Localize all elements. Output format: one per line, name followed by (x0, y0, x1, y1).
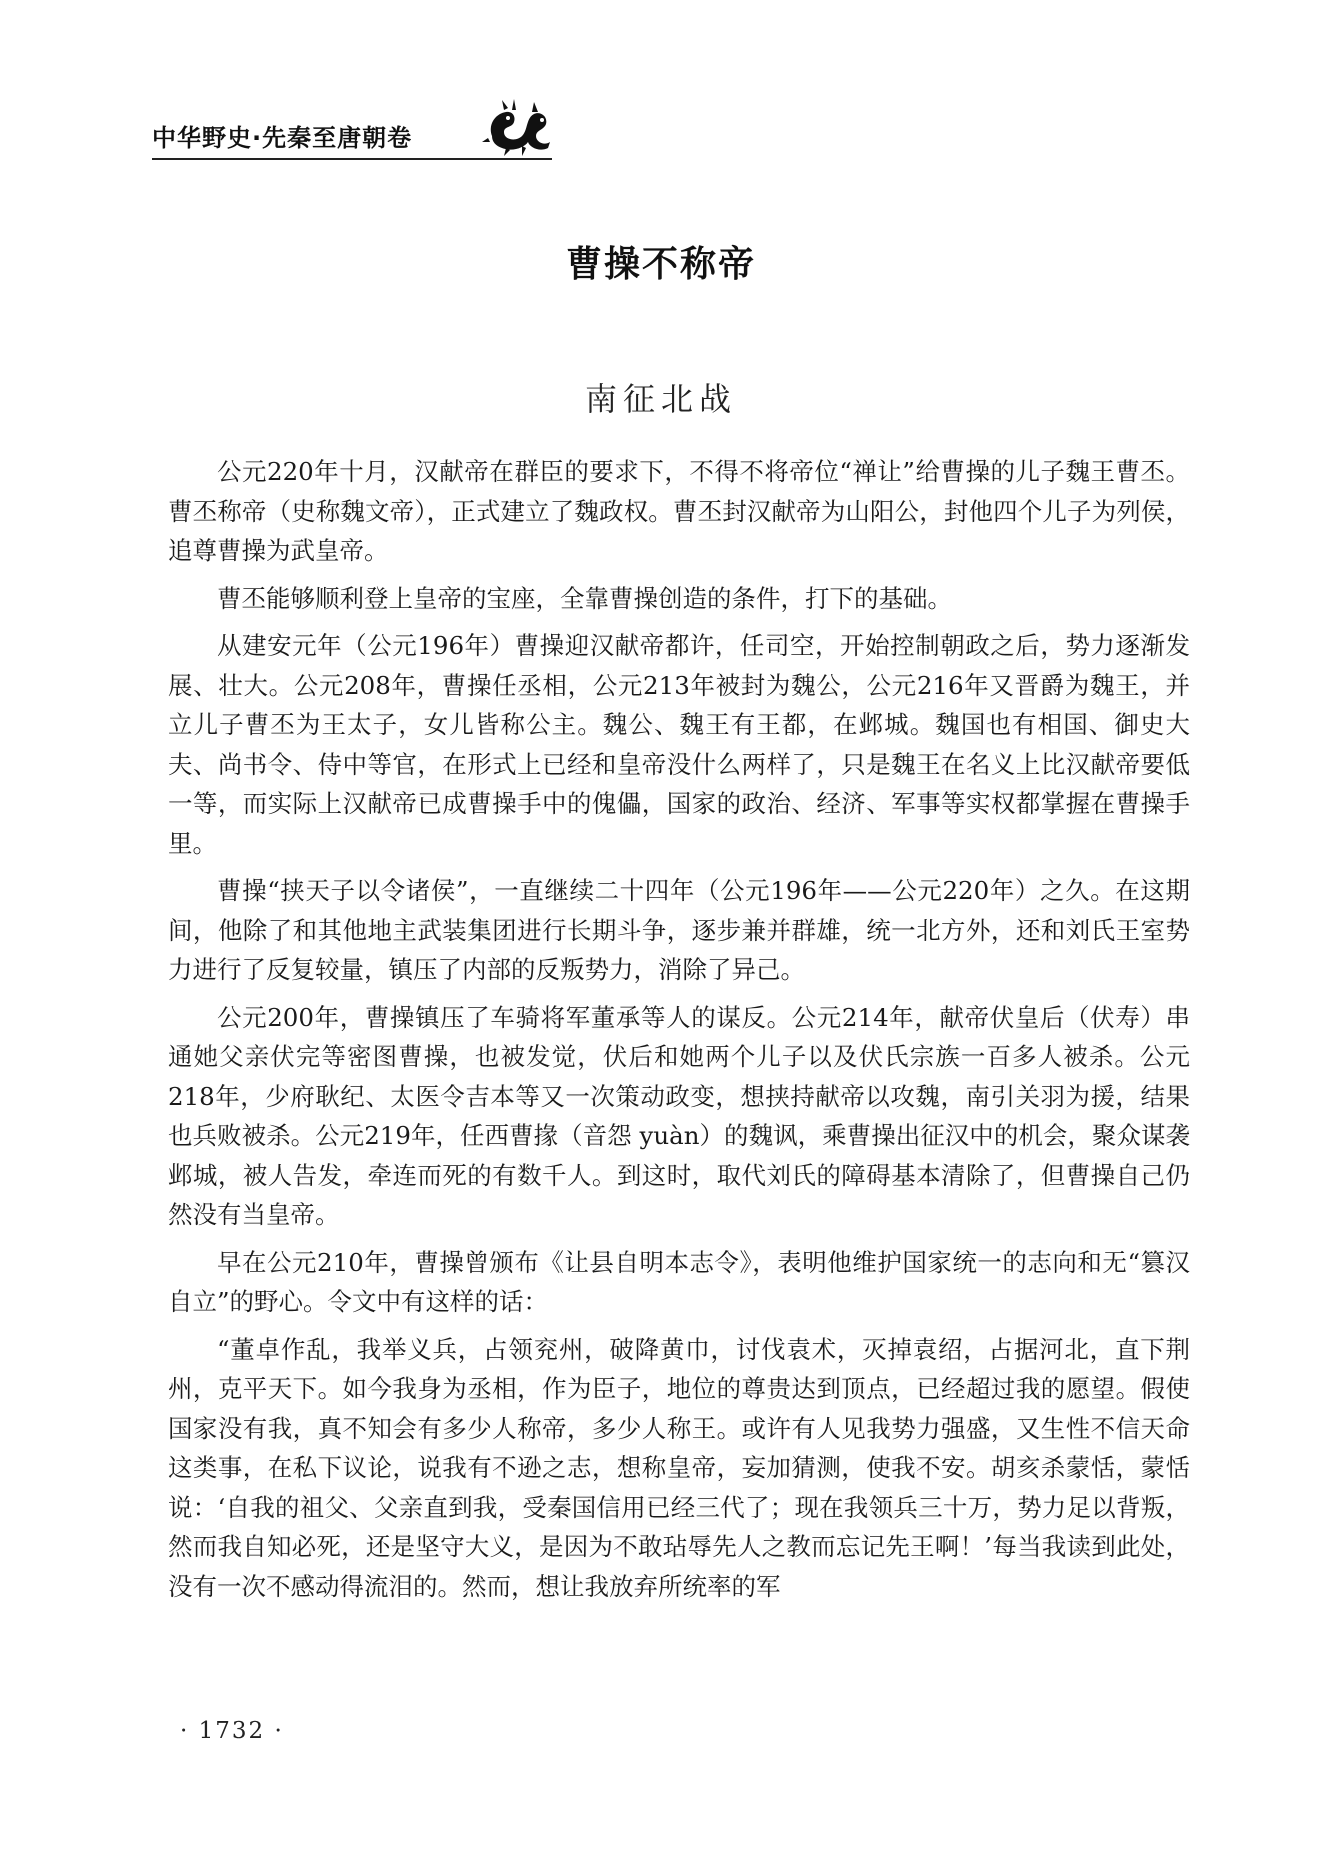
paragraph: 早在公元210年，曹操曾颁布《让县自明本志令》，表明他维护国家统一的志向和无“篡汉自立”的野心。令文中有这样的话： (168, 1247, 1190, 1316)
paragraph: 公元200年，曹操镇压了车骑将军董承等人的谋反。公元214年，献帝伏皇后（伏寿）串通她父亲伏完等密图曹操，也被发觉，伏后和她两个儿子以及伏氏宗族一百多人被杀。公元218年，少府耿纪、太医令吉本等又一次策动政变，想挟持献帝以攻魏，南引关羽为援，结果也兵败被杀。公元219年，任西曹掾（音怨 yuàn）的魏讽，乘曹操出征汉中的机会，聚众谋袭邺城，被人告发，牵连而死的有数千人。到这时，取代刘氏的障碍基本清除了，但曹操自己仍然没有当皇帝。 (168, 1002, 1190, 1229)
section-title: 南征北战 (584, 380, 737, 418)
quoted-paragraph: “董卓作乱，我举义兵，占领兖州，破降黄巾，讨伐袁术，灭掉袁绍，占据河北，直下荆州，克平天下。如今我身为丞相，作为臣子，地位的尊贵达到顶点，已经超过我的愿望。假使国家没有我，真不知会有多少人称帝，多少人称王。或许有人见我势力强盛，又生性不信天命这类事，在私下议论，说我有不逊之志，想称皇帝，妄加猜测，使我不安。胡亥杀蒙恬，蒙恬说：‘自我的祖父、父亲直到我，受秦国信用已经三代了；现在我领兵三十万，势力足以背叛，然而我自知必死，还是坚守大义，是因为不敢玷辱先人之教而忘记先王啊！’每当我读到此处，没有一次不感动得流泪的。然而，想让我放弃所统率的军 (168, 1334, 1190, 1601)
paragraph: 曹操“挟天子以令诸侯”，一直继续二十四年（公元196年——公元220年）之久。在这期间，他除了和其他地主武装集团进行长期斗争，逐步兼并群雄，统一北方外，还和刘氏王室势力进行了反复较量，镇压了内部的反叛势力，消除了异己。 (168, 876, 1190, 984)
paragraph: 公元220年十月，汉献帝在群臣的要求下，不得不将帝位“禅让”给曹操的儿子魏王曹丕。曹丕称帝（史称魏文帝），正式建立了魏政权。曹丕封汉献帝为山阳公，封他四个儿子为列侯，追尊曹操为武皇帝。 (168, 457, 1190, 565)
paragraph: 从建安元年（公元196年）曹操迎汉献帝都许，任司空，开始控制朝政之后，势力逐渐发展、壮大。公元208年，曹操任丞相，公元213年被封为魏公，公元216年又晋爵为魏王，并立儿子曹丕为王太子，女儿皆称公主。魏公、魏王有王都，在邺城。魏国也有相国、御史大夫、尚书令、侍中等官，在形式上已经和皇帝没什么两样了，只是魏王在名义上比汉献帝要低一等，而实际上汉献帝已成曹操手中的傀儡，国家的政治、经济、军事等实权都掌握在曹操手里。 (168, 631, 1190, 858)
book-title: 中华野史·先秦至唐朝卷 (152, 124, 413, 152)
chapter-title: 曹操不称帝 (565, 244, 756, 285)
header-rule (152, 158, 552, 160)
page-number: · 1732 · (180, 1718, 284, 1744)
paragraph: 曹丕能够顺利登上皇帝的宝座，全靠曹操创造的条件，打下的基础。 (217, 583, 952, 613)
dragon-icon (482, 96, 556, 158)
body-text (168, 452, 1190, 1606)
